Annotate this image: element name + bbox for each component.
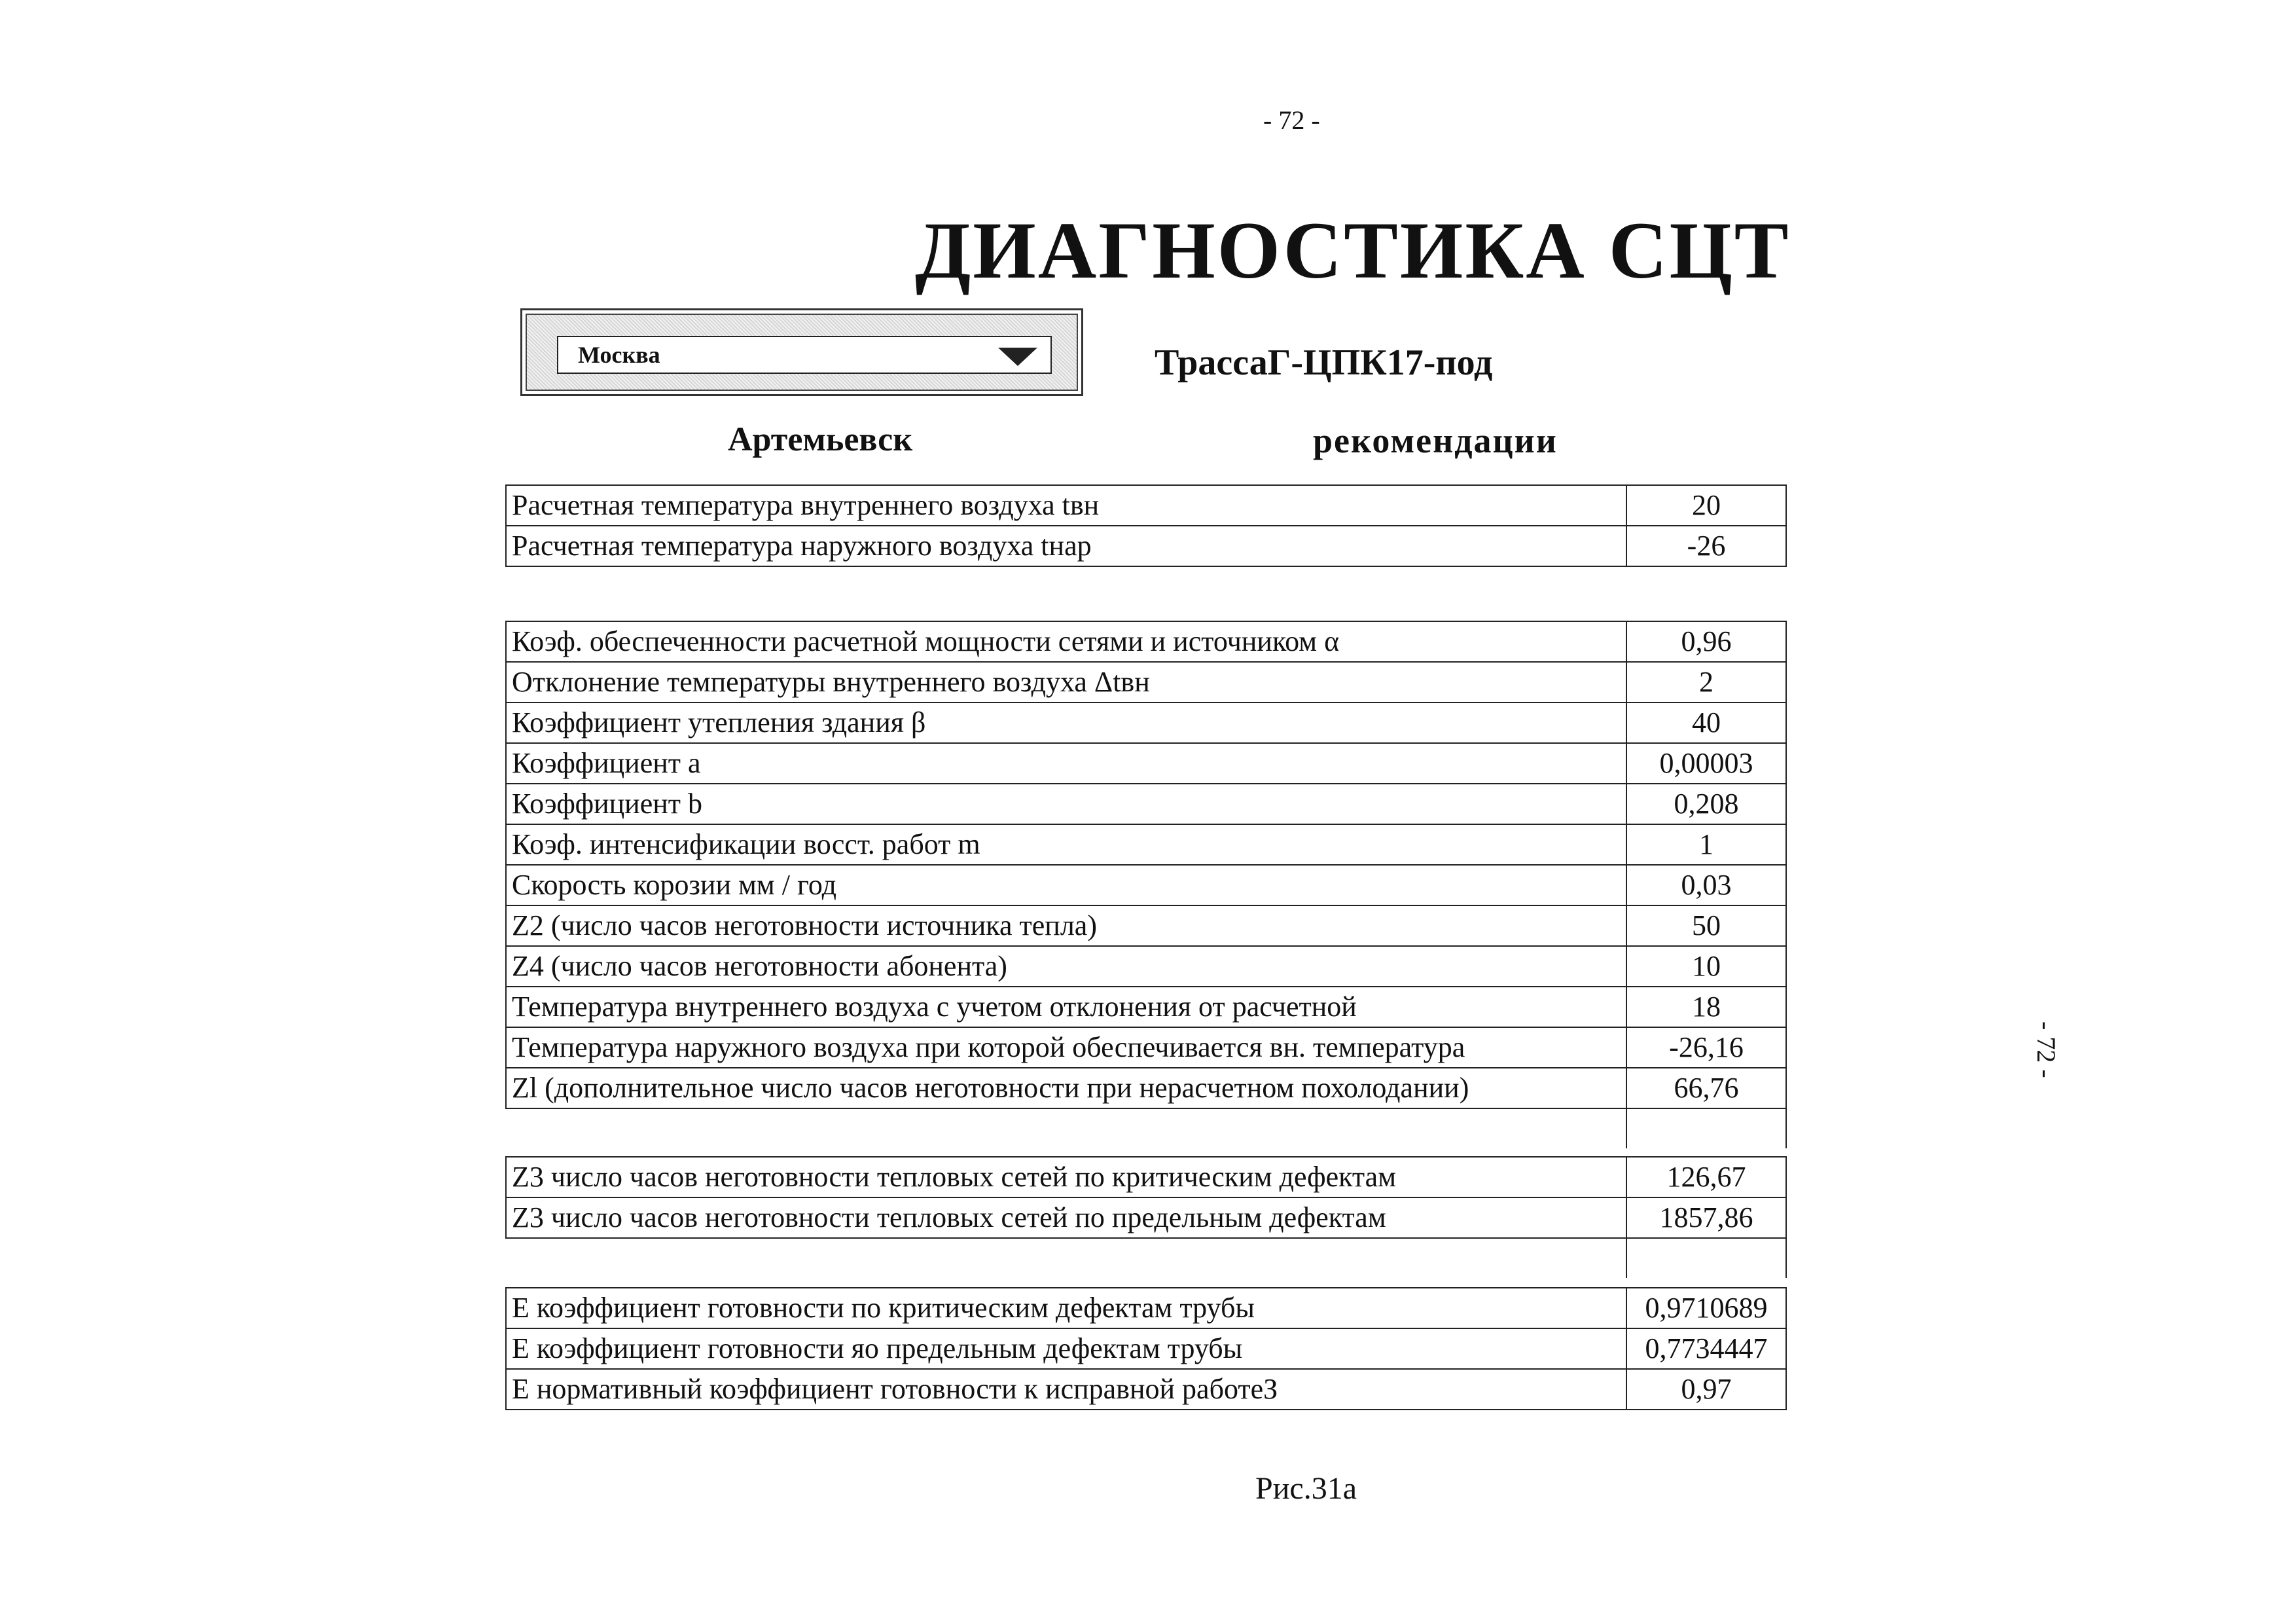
spacer-cell <box>506 1238 1626 1278</box>
row-label: Температура наружного воздуха при которой обеспечивается вн. температура <box>506 1027 1626 1068</box>
row-value: 66,76 <box>1626 1068 1786 1108</box>
figure-caption: Рис.31а <box>1255 1471 1357 1506</box>
table-row <box>506 946 1786 987</box>
city-select-value: Москва <box>578 342 660 368</box>
recommendations-heading: рекомендации <box>1313 421 1558 460</box>
table-row <box>506 1027 1786 1068</box>
table-spacer-row <box>506 1238 1786 1278</box>
row-value: 0,208 <box>1626 784 1786 824</box>
table-row <box>506 784 1786 824</box>
row-label: Расчетная температура внутреннего воздуха tвн <box>506 485 1626 526</box>
table-row <box>506 621 1786 662</box>
row-label: Коэффициент b <box>506 784 1626 824</box>
row-label: Коэффициент a <box>506 743 1626 784</box>
chevron-down-icon[interactable] <box>998 348 1037 366</box>
table-row <box>506 743 1786 784</box>
table-row <box>506 526 1786 566</box>
row-label: Zl (дополнительное число часов неготовности при нерасчетном похолодании) <box>506 1068 1626 1108</box>
table-row <box>506 702 1786 743</box>
table-row <box>506 1328 1786 1369</box>
route-name: ТрассаГ-ЦПК17-под <box>1155 342 1493 383</box>
dropdown-hatched-background <box>526 314 1078 391</box>
table-row <box>506 905 1786 946</box>
spacer-cell <box>1626 1238 1786 1278</box>
row-label: Z3 число часов неготовности тепловых сетей по предельным дефектам <box>506 1197 1626 1238</box>
row-value: 0,96 <box>1626 621 1786 662</box>
spacer-cell <box>506 1108 1626 1148</box>
row-label: E нормативный коэффициент готовности к исправной работеЗ <box>506 1369 1626 1410</box>
table-row <box>506 485 1786 526</box>
table-row <box>506 824 1786 865</box>
page-title: ДИАГНОСТИКА СЦТ <box>915 206 1791 295</box>
row-value: 2 <box>1626 662 1786 702</box>
row-label: E коэффициент готовности по критическим дефектам трубы <box>506 1288 1626 1328</box>
row-label: Коэф. интенсификации восст. работ m <box>506 824 1626 865</box>
row-label: E коэффициент готовности яо предельным дефектам трубы <box>506 1328 1626 1369</box>
row-label: Скорость корозии мм / год <box>506 865 1626 905</box>
page-number-top: - 72 - <box>1263 105 1320 135</box>
row-label: Z4 (число часов неготовности абонента) <box>506 946 1626 987</box>
row-value: 1 <box>1626 824 1786 865</box>
table-row <box>506 865 1786 905</box>
table-spacer-row <box>506 1108 1786 1148</box>
row-label: Z3 число часов неготовности тепловых сетей по критическим дефектам <box>506 1157 1626 1197</box>
row-label: Коэффициент утепления здания β <box>506 702 1626 743</box>
table-row <box>506 1369 1786 1410</box>
city-name: Артемьевск <box>728 421 913 458</box>
row-label: Отклонение температуры внутреннего воздуха Δtвн <box>506 662 1626 702</box>
row-value: 0,03 <box>1626 865 1786 905</box>
row-value: -26 <box>1626 526 1786 566</box>
row-value: 10 <box>1626 946 1786 987</box>
table-row <box>506 662 1786 702</box>
row-value: 0,00003 <box>1626 743 1786 784</box>
network-defects-table <box>505 1156 1787 1278</box>
row-value: 50 <box>1626 905 1786 946</box>
table-row <box>506 1197 1786 1238</box>
row-value: 20 <box>1626 485 1786 526</box>
table-row <box>506 987 1786 1027</box>
row-value: 40 <box>1626 702 1786 743</box>
spacer-cell <box>1626 1108 1786 1148</box>
readiness-coefficients-table <box>505 1287 1787 1410</box>
row-value: 1857,86 <box>1626 1197 1786 1238</box>
table-row <box>506 1157 1786 1197</box>
city-select[interactable] <box>557 336 1052 374</box>
row-label: Коэф. обеспеченности расчетной мощности сетями и источником α <box>506 621 1626 662</box>
row-value: 0,7734447 <box>1626 1328 1786 1369</box>
row-value: 0,97 <box>1626 1369 1786 1410</box>
row-value: 126,67 <box>1626 1157 1786 1197</box>
table-row <box>506 1288 1786 1328</box>
row-value: -26,16 <box>1626 1027 1786 1068</box>
design-temperatures-table <box>505 484 1787 567</box>
city-dropdown-panel <box>520 308 1083 396</box>
row-label: Температура внутреннего воздуха с учетом отклонения от расчетной <box>506 987 1626 1027</box>
coefficients-table <box>505 621 1787 1148</box>
table-row <box>506 1068 1786 1108</box>
row-value: 0,9710689 <box>1626 1288 1786 1328</box>
page-number-side: - 72 - <box>2032 1021 2061 1078</box>
row-label: Расчетная температура наружного воздуха tнар <box>506 526 1626 566</box>
row-value: 18 <box>1626 987 1786 1027</box>
row-label: Z2 (число часов неготовности источника тепла) <box>506 905 1626 946</box>
